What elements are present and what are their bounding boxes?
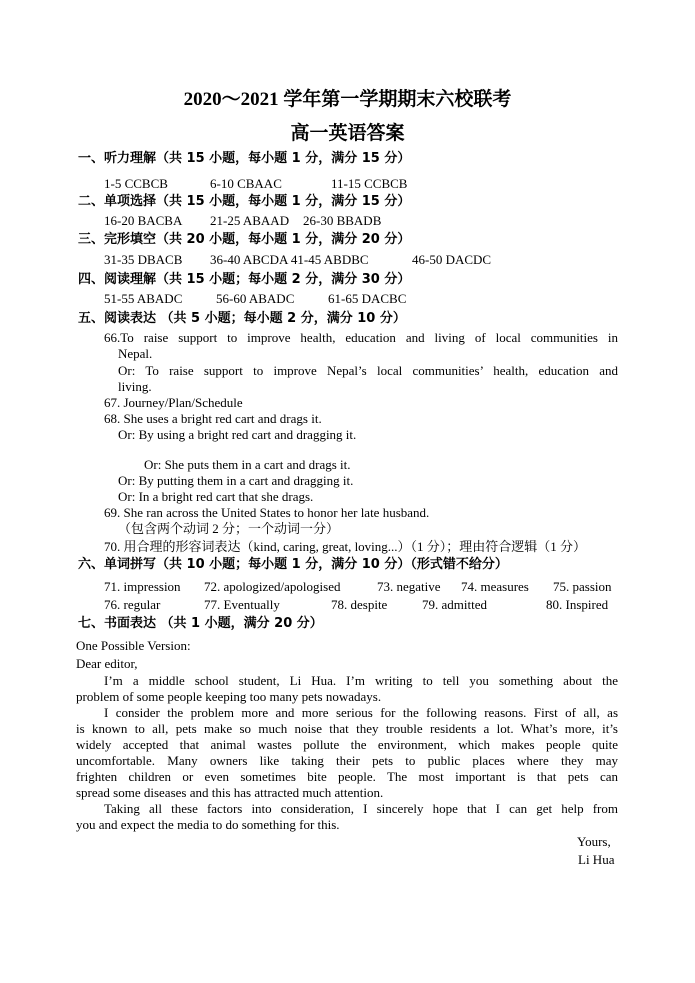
answer-group: 21-25 ABAAD [210, 213, 290, 228]
answer-68-alt: Or: By putting them in a cart and dragging it. [118, 473, 354, 488]
answer-group: 31-35 DBACB [104, 252, 183, 267]
answer-group: 6-10 CBAAC [210, 176, 282, 191]
letter-paragraph-1-line: problem of some people keeping too many pets nowadays. [76, 689, 382, 704]
word-answer: 77. Eventually [204, 597, 280, 612]
letter-paragraph-2-line: I consider the problem more and more serious for the following reasons. First of all, as [104, 705, 618, 720]
answer-69: 69. She ran across the United States to honor her late husband. [104, 505, 430, 520]
answer-70: 70. 用合理的形容词表达（kind, caring, great, loving...）（1 分）；理由符合逻辑（1 分） [104, 539, 587, 554]
answer-67: 67. Journey/Plan/Schedule [104, 395, 243, 410]
letter-paragraph-2-line: uncomfortable. Many owners like taking their pets to public places where they may [76, 753, 618, 768]
letter-paragraph-3-line: you and expect the media to do something for this. [76, 817, 340, 832]
section-3-heading: 三、完形填空（共 20 小题，每小题 1 分，满分 20 分） [78, 232, 411, 247]
word-answer: 75. passion [553, 579, 612, 594]
word-answer: 74. measures [461, 579, 529, 594]
answer-group: 61-65 DACBC [328, 291, 407, 306]
answer-group: 16-20 BACBA [104, 213, 183, 228]
answer-66-cont: Nepal. [118, 346, 153, 361]
letter-paragraph-3-line: Taking all these factors into consideration, I sincerely hope that I can get help from [104, 801, 618, 816]
section-2-heading: 二、单项选择（共 15 小题，每小题 1 分，满分 15 分） [78, 194, 411, 209]
answer-68-alt: Or: She puts them in a cart and drags it. [144, 457, 351, 472]
answer-group: 1-5 CCBCB [104, 176, 168, 191]
section-5-heading: 五、阅读表达 （共 5 小题；每小题 2 分，满分 10 分） [78, 311, 406, 326]
letter-paragraph-2-line: frighten children or even sometimes bite people. The most important is that pets can [76, 769, 618, 784]
word-answer: 79. admitted [422, 597, 487, 612]
word-answer: 78. despite [331, 597, 388, 612]
section-7-heading: 七、书面表达 （共 1 小题，满分 20 分） [78, 616, 323, 631]
letter-paragraph-2-line: widely accepted that animal wastes pollute the environment, which makes people quite [76, 737, 618, 752]
answer-69-note: （包含两个动词 2 分；一个动词一分） [118, 521, 340, 536]
letter-closing: Yours, [577, 834, 611, 849]
answer-group: 11-15 CCBCB [331, 176, 408, 191]
answer-66-alt: Or: To raise support to improve Nepal’s local communities’ health, education and [118, 363, 618, 378]
answer-68: 68. She uses a bright red cart and drags it. [104, 411, 322, 426]
answer-66: 66.To raise support to improve health, education and living of local communities in [104, 330, 618, 345]
word-answer: 73. negative [377, 579, 441, 594]
word-answer: 71. impression [104, 579, 181, 594]
document-subtitle: 高一英语答案 [290, 123, 405, 144]
version-label: One Possible Version: [76, 638, 191, 653]
word-answer: 76. regular [104, 597, 161, 612]
answer-68-alt: Or: By using a bright red cart and dragging it. [118, 427, 357, 442]
answer-68-alt: Or: In a bright red cart that she drags. [118, 489, 314, 504]
answer-group: 26-30 BBADB [303, 213, 382, 228]
answer-group: 46-50 DACDC [412, 252, 492, 267]
answer-66-alt-cont: living. [118, 379, 152, 394]
answer-group: 51-55 ABADC [104, 291, 183, 306]
letter-paragraph-1-line: I’m a middle school student, Li Hua. I’m writing to tell you something about the [104, 673, 618, 688]
letter-paragraph-2-line: is known to all, pets make so much noise that they trouble residents a lot. What’s more, it’s [76, 721, 618, 736]
section-4-heading: 四、阅读理解（共 15 小题；每小题 2 分，满分 30 分） [78, 272, 411, 287]
answer-group: 36-40 ABCDA 41-45 ABDBC [210, 252, 369, 267]
document-title: 2020～2021 学年第一学期期末六校联考 [183, 89, 512, 110]
word-answer: 80. Inspired [546, 597, 609, 612]
answer-group: 56-60 ABADC [216, 291, 295, 306]
letter-paragraph-2-line: spread some diseases and this has attracted much attention. [76, 785, 384, 800]
letter-signature: Li Hua [578, 852, 615, 867]
word-answer: 72. apologized/apologised [204, 579, 341, 594]
section-1-heading: 一、听力理解（共 15 小题，每小题 1 分，满分 15 分） [78, 151, 411, 166]
section-6-heading: 六、单词拼写（共 10 小题；每小题 1 分，满分 10 分）（形式错不给分） [78, 557, 508, 572]
letter-salutation: Dear editor, [76, 656, 138, 671]
